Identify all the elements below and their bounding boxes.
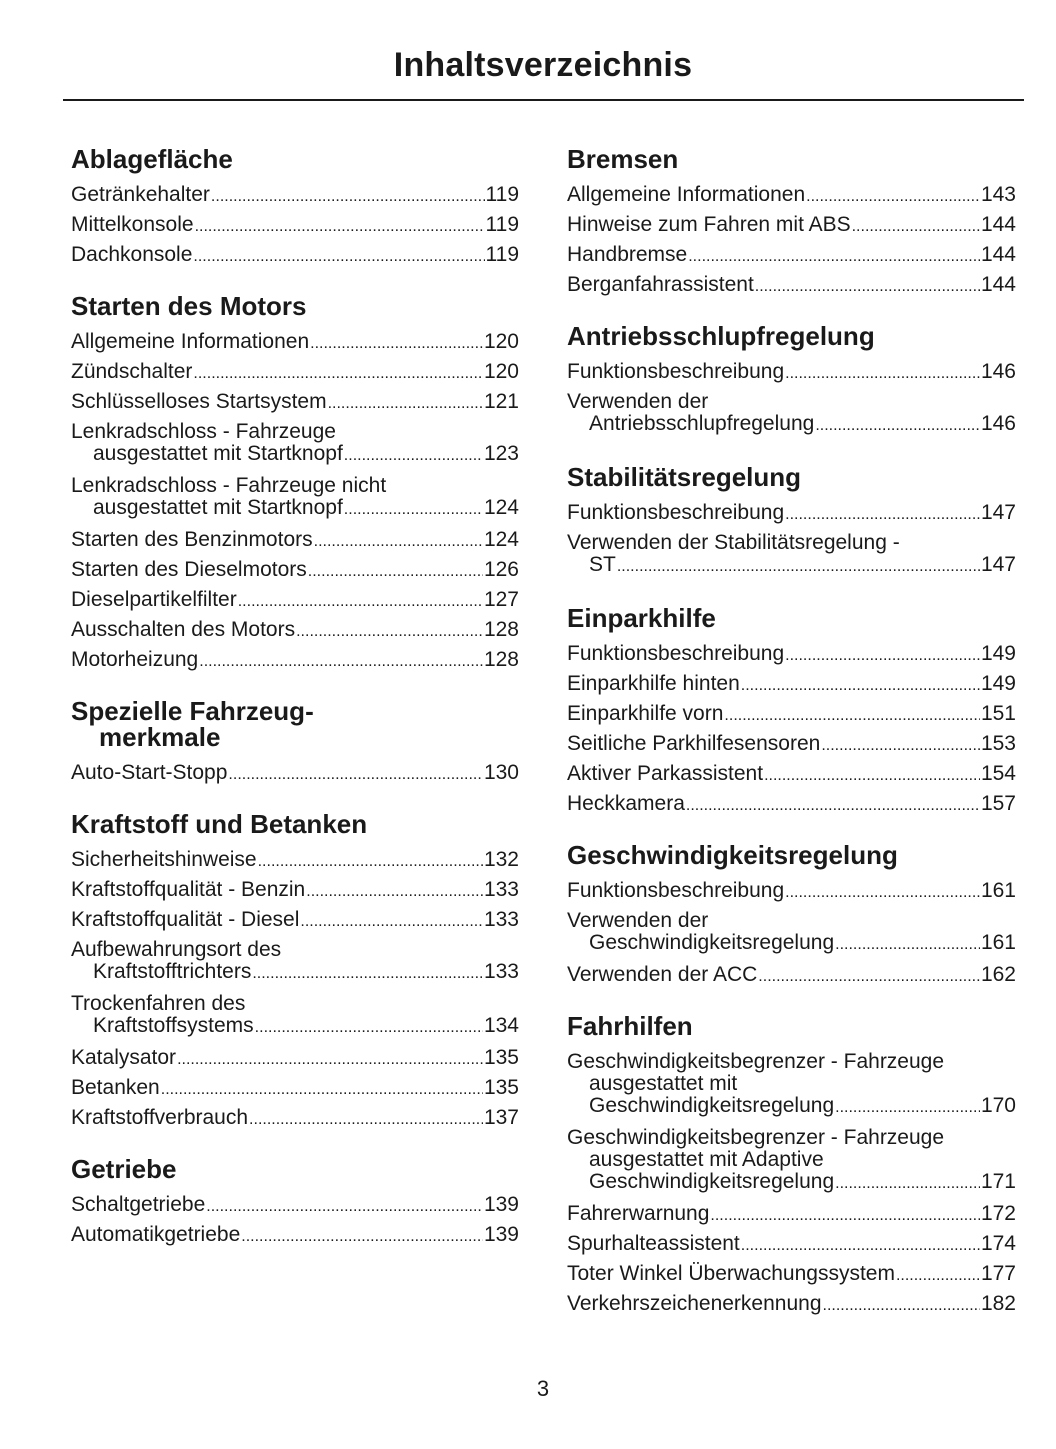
entry-page-number: 128	[483, 648, 519, 671]
entry-page-number: 128	[483, 618, 519, 641]
entry-page-number: 123	[483, 442, 519, 465]
entry-label: Spurhalteassistent	[567, 1232, 740, 1255]
toc-entry-verwenden-der-acc[interactable]	[567, 960, 1016, 990]
entry-label: Funktionsbeschreibung	[567, 879, 785, 902]
entry-label: Starten des Dieselmotors	[71, 558, 307, 581]
entry-page-number: 124	[483, 496, 519, 519]
toc-entry-verwenden-der-antriebsschlupfregelung[interactable]	[567, 387, 1016, 441]
entry-page-number: 171	[980, 1170, 1016, 1193]
entry-label: ausgestattet mit Adaptive	[589, 1148, 824, 1171]
entry-page-number: 144	[980, 213, 1016, 236]
entry-page-number: 149	[980, 642, 1016, 665]
section-heading	[567, 842, 1016, 868]
toc-entry-getraenkehalter[interactable]	[71, 180, 519, 210]
entry-page-number: 161	[980, 931, 1016, 954]
section-heading-line: Antriebsschlupfregelung	[567, 321, 875, 351]
section-heading	[71, 146, 519, 172]
entry-page-number: 149	[980, 672, 1016, 695]
leader-dots	[344, 497, 483, 521]
leader-dots	[211, 180, 485, 212]
entry-label: Auto-Start-Stopp	[71, 761, 228, 784]
toc-column-right	[567, 146, 1016, 1342]
entry-page-number: 143	[980, 183, 1016, 206]
entry-page-number: 135	[483, 1076, 519, 1099]
entry-page-number: 177	[980, 1262, 1016, 1285]
entry-label: Berganfahrassistent	[567, 273, 754, 296]
entry-label: Einparkhilfe vorn	[567, 702, 724, 725]
entry-label: Katalysator	[71, 1046, 177, 1069]
entry-label: ausgestattet mit Startknopf	[93, 442, 343, 465]
leader-dots	[195, 210, 485, 242]
leader-dots	[852, 210, 980, 242]
title-divider	[63, 99, 1024, 101]
entry-page-number: 120	[483, 330, 519, 353]
toc-section-getriebe	[71, 1156, 519, 1250]
leader-dots	[255, 1015, 483, 1039]
section-heading-line: Starten des Motors	[71, 291, 307, 321]
entry-page-number: 147	[980, 501, 1016, 524]
leader-dots	[206, 1190, 483, 1222]
leader-dots	[806, 180, 980, 212]
entry-label: Verwenden der ACC	[567, 963, 758, 986]
leader-dots	[764, 759, 980, 791]
toc-entry-hinweise-zum-fahren-mit-abs[interactable]	[567, 210, 1016, 240]
toc-entry-sicherheitshinweise[interactable]	[71, 845, 519, 875]
leader-dots	[835, 1171, 980, 1195]
entry-label: Verwenden der Stabilitätsregelung -	[567, 531, 900, 554]
leader-dots	[258, 845, 483, 877]
section-heading	[567, 464, 1016, 490]
entry-label: Verkehrszeichenerkennung	[567, 1292, 822, 1315]
entry-page-number: 121	[483, 390, 519, 413]
toc-entry-geschwindigkeitsbegrenzer-fahrzeuge-ausgestattet-mit-geschwindigkeitsregelung[interactable]	[567, 1047, 1016, 1123]
entry-label: Automatikgetriebe	[71, 1223, 241, 1246]
leader-dots	[617, 554, 980, 578]
entry-label: Dachkonsole	[71, 243, 193, 266]
entry-label: Antriebsschlupfregelung	[589, 412, 815, 435]
entry-page-number: 144	[980, 243, 1016, 266]
entry-page-number: 172	[980, 1202, 1016, 1225]
entry-label: Geschwindigkeitsregelung	[589, 1170, 835, 1193]
leader-dots	[686, 789, 980, 821]
toc-entry-katalysator[interactable]	[71, 1043, 519, 1073]
toc-section-spezielle-fahrzeug-merkmale	[71, 698, 519, 788]
toc-entry-allgemeine-informationen[interactable]	[567, 180, 1016, 210]
leader-dots	[758, 960, 980, 992]
entry-label: Toter Winkel Überwachungssystem	[567, 1262, 895, 1285]
leader-dots	[193, 240, 484, 272]
toc-entry-geschwindigkeitsbegrenzer-fahrzeuge-ausgestattet-mit-adaptive-geschwindigkeitsregelung[interactable]	[567, 1123, 1016, 1199]
entry-page-number: 151	[980, 702, 1016, 725]
section-heading-line: Geschwindigkeitsregelung	[567, 840, 898, 870]
entry-label: Lenkradschloss - Fahrzeuge	[71, 420, 336, 443]
toc-entry-toter-winkel-ueberwachungssystem[interactable]	[567, 1259, 1016, 1289]
entry-page-number: 130	[483, 761, 519, 784]
toc-entry-mittelkonsole[interactable]	[71, 210, 519, 240]
toc-entry-einparkhilfe-hinten[interactable]	[567, 669, 1016, 699]
section-heading-line: Spezielle Fahrzeug-	[71, 696, 314, 726]
leader-dots	[252, 961, 483, 985]
page-number: 3	[536, 1376, 550, 1401]
entry-page-number: 137	[483, 1106, 519, 1129]
entry-label: Allgemeine Informationen	[71, 330, 310, 353]
toc-entry-kraftstoffqualitaet-benzin[interactable]	[71, 875, 519, 905]
leader-dots	[785, 357, 980, 389]
leader-dots	[199, 645, 483, 677]
toc-entry-heckkamera[interactable]	[567, 789, 1016, 819]
entry-page-number: 132	[483, 848, 519, 871]
entry-page-number: 153	[980, 732, 1016, 755]
entry-page-number: 133	[483, 878, 519, 901]
toc-entry-ausschalten-des-motors[interactable]	[71, 615, 519, 645]
leader-dots	[228, 758, 483, 790]
entry-label: Funktionsbeschreibung	[567, 360, 785, 383]
leader-dots	[724, 699, 980, 731]
leader-dots	[741, 669, 980, 701]
entry-label: Heckkamera	[567, 792, 685, 815]
entry-label: Sicherheitshinweise	[71, 848, 257, 871]
toc-entry-funktionsbeschreibung[interactable]	[567, 639, 1016, 669]
leader-dots	[710, 1199, 980, 1231]
toc-entry-dachkonsole[interactable]	[71, 240, 519, 270]
entry-page-number: 119	[485, 183, 519, 206]
leader-dots	[238, 585, 483, 617]
leader-dots	[296, 615, 483, 647]
toc-entry-aktiver-parkassistent[interactable]	[567, 759, 1016, 789]
entry-page-number: 127	[483, 588, 519, 611]
toc-entry-allgemeine-informationen[interactable]	[71, 327, 519, 357]
page-title: Inhaltsverzeichnis	[393, 46, 693, 84]
entry-label: Kraftstoffverbrauch	[71, 1106, 249, 1129]
toc-section-ablageflaeche	[71, 146, 519, 270]
toc-section-starten-des-motors	[71, 293, 519, 675]
entry-label: Zündschalter	[71, 360, 193, 383]
toc-section-stabilitaetsregelung	[567, 464, 1016, 582]
section-heading-line: Bremsen	[567, 144, 679, 174]
entry-label: Geschwindigkeitsbegrenzer - Fahrzeuge	[567, 1126, 945, 1149]
toc-entry-automatikgetriebe[interactable]	[71, 1220, 519, 1250]
entry-page-number: 162	[980, 963, 1016, 986]
entry-label: Kraftstoffsystems	[93, 1014, 254, 1037]
section-heading	[71, 811, 519, 837]
toc-section-geschwindigkeitsregelung	[567, 842, 1016, 990]
toc-entry-berganfahrassistent[interactable]	[567, 270, 1016, 300]
toc-entry-aufbewahrungsort-des-kraftstofftrichters[interactable]	[71, 935, 519, 989]
section-heading-line: Getriebe	[71, 1154, 177, 1184]
toc-entry-trockenfahren-des-kraftstoffsystems[interactable]	[71, 989, 519, 1043]
toc-entry-starten-des-dieselmotors[interactable]	[71, 555, 519, 585]
entry-label: Hinweise zum Fahren mit ABS	[567, 213, 851, 236]
entry-page-number: 139	[483, 1223, 519, 1246]
section-heading	[71, 1156, 519, 1182]
entry-label: Einparkhilfe hinten	[567, 672, 740, 695]
entry-page-number: 146	[980, 360, 1016, 383]
entry-label: Lenkradschloss - Fahrzeuge nicht	[71, 474, 387, 497]
leader-dots	[896, 1259, 980, 1291]
toc-section-kraftstoff-und-betanken	[71, 811, 519, 1133]
entry-label: Kraftstoffqualität - Benzin	[71, 878, 306, 901]
leader-dots	[193, 357, 483, 389]
leader-dots	[741, 1229, 980, 1261]
entry-label: Funktionsbeschreibung	[567, 642, 785, 665]
entry-page-number: 170	[980, 1094, 1016, 1117]
leader-dots	[785, 498, 980, 530]
entry-page-number: 157	[980, 792, 1016, 815]
toc-entry-verkehrszeichenerkennung[interactable]	[567, 1289, 1016, 1319]
entry-label: ausgestattet mit Startknopf	[93, 496, 343, 519]
entry-label: Motorheizung	[71, 648, 199, 671]
entry-label: Geschwindigkeitsregelung	[589, 931, 835, 954]
toc-entry-lenkradschloss-fahrzeuge-ausgestattet-mit-startknopf[interactable]	[71, 417, 519, 471]
entry-label: Geschwindigkeitsregelung	[589, 1094, 835, 1117]
entry-page-number: 120	[483, 360, 519, 383]
entry-page-number: 134	[483, 1014, 519, 1037]
section-heading-line: Kraftstoff und Betanken	[71, 809, 368, 839]
toc-section-einparkhilfe	[567, 605, 1016, 819]
entry-page-number: 133	[483, 908, 519, 931]
entry-page-number: 161	[980, 879, 1016, 902]
entry-page-number: 126	[483, 558, 519, 581]
leader-dots	[785, 876, 980, 908]
entry-label: Funktionsbeschreibung	[567, 501, 785, 524]
entry-page-number: 154	[980, 762, 1016, 785]
toc-section-antriebsschlupfregelung	[567, 323, 1016, 441]
section-heading-line: Fahrhilfen	[567, 1011, 693, 1041]
section-heading-line: Einparkhilfe	[567, 603, 716, 633]
leader-dots	[821, 729, 980, 761]
entry-label: Allgemeine Informationen	[567, 183, 806, 206]
leader-dots	[823, 1289, 980, 1321]
toc-entry-funktionsbeschreibung[interactable]	[567, 498, 1016, 528]
entry-page-number: 139	[483, 1193, 519, 1216]
entry-page-number: 147	[980, 553, 1016, 576]
leader-dots	[688, 240, 980, 272]
entry-label: Seitliche Parkhilfesensoren	[567, 732, 821, 755]
toc-entry-motorheizung[interactable]	[71, 645, 519, 675]
toc-entry-schluesselloses-startsystem[interactable]	[71, 387, 519, 417]
entry-label: Schlüsselloses Startsystem	[71, 390, 327, 413]
entry-page-number: 182	[980, 1292, 1016, 1315]
section-heading	[71, 293, 519, 319]
entry-label: Fahrerwarnung	[567, 1202, 710, 1225]
leader-dots	[344, 443, 483, 467]
leader-dots	[177, 1043, 483, 1075]
toc-column-left	[71, 146, 519, 1273]
leader-dots	[785, 639, 980, 671]
leader-dots	[306, 875, 483, 907]
leader-dots	[161, 1073, 483, 1105]
entry-label: Getränkehalter	[71, 183, 210, 206]
leader-dots	[835, 1095, 980, 1119]
toc-entry-seitliche-parkhilfesensoren[interactable]	[567, 729, 1016, 759]
entry-label: Starten des Benzinmotors	[71, 528, 313, 551]
leader-dots	[308, 555, 483, 587]
entry-page-number: 119	[485, 243, 519, 266]
entry-label: ausgestattet mit	[589, 1072, 738, 1095]
entry-page-number: 174	[980, 1232, 1016, 1255]
toc-section-fahrhilfen	[567, 1013, 1016, 1319]
toc-entry-betanken[interactable]	[71, 1073, 519, 1103]
toc-entry-fahrerwarnung[interactable]	[567, 1199, 1016, 1229]
leader-dots	[835, 932, 980, 956]
section-heading	[567, 605, 1016, 631]
toc-entry-funktionsbeschreibung[interactable]	[567, 876, 1016, 906]
entry-label: Geschwindigkeitsbegrenzer - Fahrzeuge	[567, 1050, 945, 1073]
entry-label: Aktiver Parkassistent	[567, 762, 764, 785]
leader-dots	[314, 525, 483, 557]
entry-label: Verwenden der	[567, 390, 709, 413]
toc-entry-verwenden-der-stabilitaetsregelung-st[interactable]	[567, 528, 1016, 582]
leader-dots	[310, 327, 483, 359]
leader-dots	[328, 387, 483, 419]
toc-entry-dieselpartikelfilter[interactable]	[71, 585, 519, 615]
section-heading-line: Stabilitätsregelung	[567, 462, 802, 492]
entry-page-number: 133	[483, 960, 519, 983]
entry-page-number: 144	[980, 273, 1016, 296]
leader-dots	[755, 270, 980, 302]
section-heading	[567, 146, 1016, 172]
entry-page-number: 124	[483, 528, 519, 551]
entry-page-number: 119	[485, 213, 519, 236]
leader-dots	[815, 413, 980, 437]
toc-entry-kraftstoffqualitaet-diesel[interactable]	[71, 905, 519, 935]
toc-entry-funktionsbeschreibung[interactable]	[567, 357, 1016, 387]
toc-section-bremsen	[567, 146, 1016, 300]
section-heading	[567, 323, 1016, 349]
toc-entry-zuendschalter[interactable]	[71, 357, 519, 387]
toc-entry-schaltgetriebe[interactable]	[71, 1190, 519, 1220]
entry-label: Trockenfahren des	[71, 992, 246, 1015]
section-heading	[71, 698, 519, 750]
toc-entry-handbremse[interactable]	[567, 240, 1016, 270]
toc-entry-einparkhilfe-vorn[interactable]	[567, 699, 1016, 729]
entry-label: Verwenden der	[567, 909, 709, 932]
entry-label: ST	[589, 553, 616, 576]
entry-label: Aufbewahrungsort des	[71, 938, 282, 961]
section-heading-line: Ablagefläche	[71, 144, 233, 174]
leader-dots	[300, 905, 483, 937]
entry-label: Ausschalten des Motors	[71, 618, 296, 641]
section-heading	[567, 1013, 1016, 1039]
entry-label: Kraftstoffqualität - Diesel	[71, 908, 300, 931]
entry-page-number: 135	[483, 1046, 519, 1069]
section-heading-line: merkmale	[99, 722, 221, 752]
toc-entry-spurhalteassistent[interactable]	[567, 1229, 1016, 1259]
toc-entry-auto-start-stopp[interactable]	[71, 758, 519, 788]
leader-dots	[249, 1103, 483, 1135]
entry-label: Kraftstofftrichters	[93, 960, 252, 983]
entry-label: Mittelkonsole	[71, 213, 194, 236]
leader-dots	[241, 1220, 483, 1252]
toc-entry-kraftstoffverbrauch[interactable]	[71, 1103, 519, 1133]
toc-entry-verwenden-der-geschwindigkeitsregelung[interactable]	[567, 906, 1016, 960]
toc-entry-starten-des-benzinmotors[interactable]	[71, 525, 519, 555]
entry-label: Betanken	[71, 1076, 160, 1099]
entry-page-number: 146	[980, 412, 1016, 435]
entry-label: Dieselpartikelfilter	[71, 588, 237, 611]
toc-entry-lenkradschloss-fahrzeuge-nicht-ausgestattet-mit-startknopf[interactable]	[71, 471, 519, 525]
entry-label: Schaltgetriebe	[71, 1193, 206, 1216]
entry-label: Handbremse	[567, 243, 688, 266]
